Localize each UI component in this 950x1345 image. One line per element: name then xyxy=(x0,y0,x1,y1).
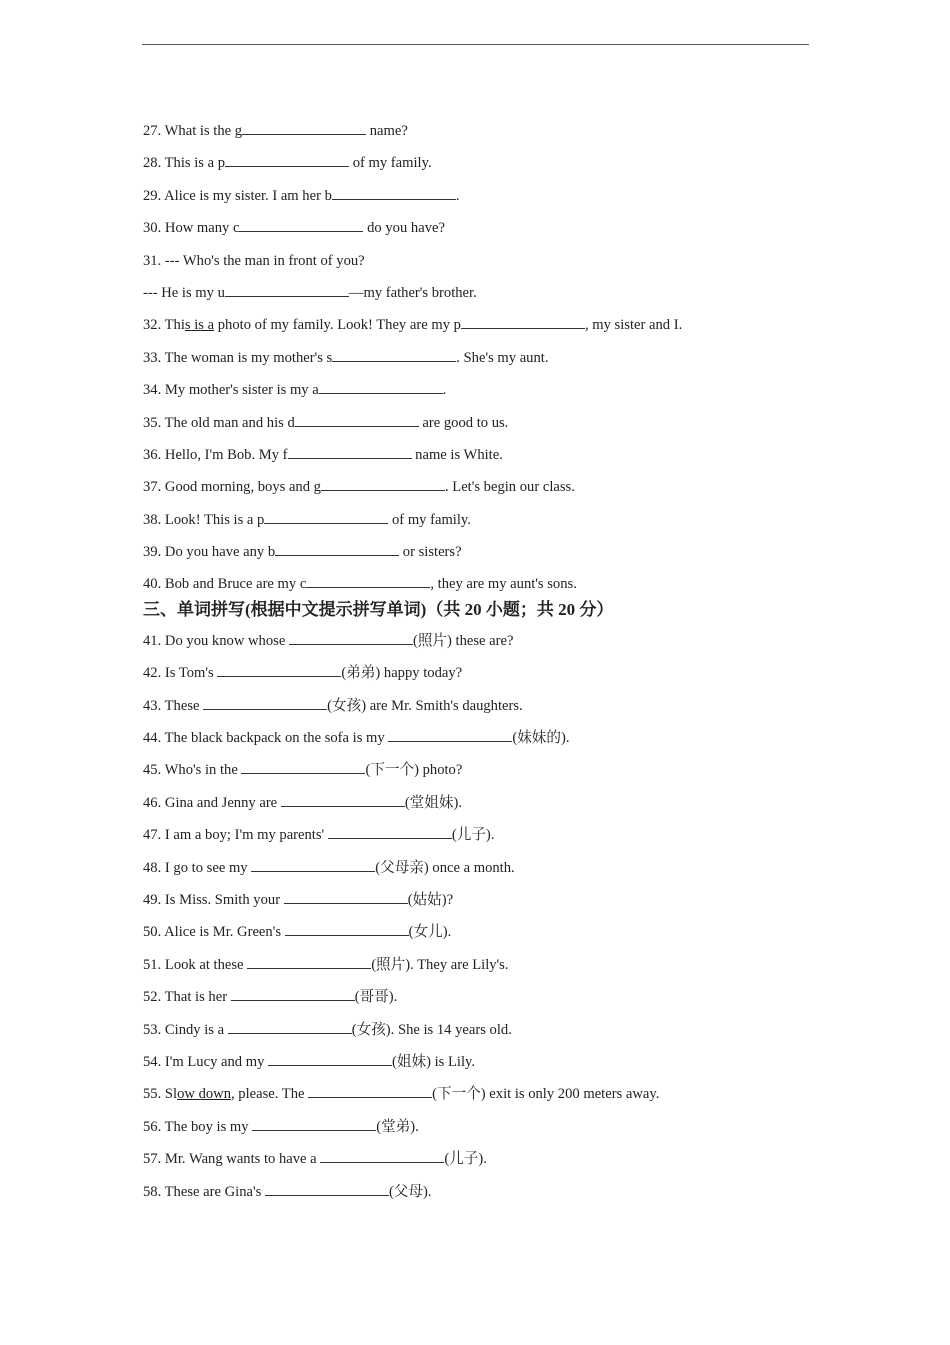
question-47: 47. I am a boy; I'm my parents' (儿子). xyxy=(143,823,843,855)
answer-blank[interactable] xyxy=(247,954,371,969)
answer-blank[interactable] xyxy=(231,986,355,1001)
answer-blank[interactable] xyxy=(225,152,349,167)
question-41: 41. Do you know whose (照片) these are? xyxy=(143,629,843,661)
question-39: 39. Do you have any b or sisters? xyxy=(143,540,843,572)
question-52: 52. That is her (哥哥). xyxy=(143,985,843,1017)
answer-blank[interactable] xyxy=(241,759,365,774)
question-57: 57. Mr. Wang wants to have a (儿子). xyxy=(143,1147,843,1179)
answer-blank[interactable] xyxy=(284,889,408,904)
answer-blank[interactable] xyxy=(285,921,409,936)
answer-blank[interactable] xyxy=(306,573,430,588)
answer-blank[interactable] xyxy=(289,630,413,645)
question-49: 49. Is Miss. Smith your (姑姑)? xyxy=(143,888,843,920)
answer-blank[interactable] xyxy=(217,662,341,677)
question-38: 38. Look! This is a p of my family. xyxy=(143,508,843,540)
answer-blank[interactable] xyxy=(319,379,443,394)
question-58: 58. These are Gina's (父母). xyxy=(143,1180,843,1212)
answer-blank[interactable] xyxy=(461,314,585,329)
answer-blank[interactable] xyxy=(268,1051,392,1066)
question-28: 28. This is a p of my family. xyxy=(143,151,843,183)
question-45: 45. Who's in the (下一个) photo? xyxy=(143,758,843,790)
question-40: 40. Bob and Bruce are my c , they are my aunt's sons. xyxy=(143,572,843,604)
answer-blank[interactable] xyxy=(228,1019,352,1034)
answer-blank[interactable] xyxy=(265,1181,389,1196)
answer-blank[interactable] xyxy=(332,347,456,362)
answer-blank[interactable] xyxy=(225,282,349,297)
question-56: 56. The boy is my (堂弟). xyxy=(143,1115,843,1147)
question-43: 43. These (女孩) are Mr. Smith's daughters. xyxy=(143,694,843,726)
question-29: 29. Alice is my sister. I am her b . xyxy=(143,184,843,216)
question-48: 48. I go to see my (父母亲) once a month. xyxy=(143,856,843,888)
answer-blank[interactable] xyxy=(320,1148,444,1163)
question-31-reply: --- He is my u —my father's brother. xyxy=(143,281,843,313)
answer-blank[interactable] xyxy=(239,217,363,232)
question-35: 35. The old man and his d are good to us. xyxy=(143,411,843,443)
question-42: 42. Is Tom's (弟弟) happy today? xyxy=(143,661,843,693)
answer-blank[interactable] xyxy=(252,1116,376,1131)
exercise-content xyxy=(143,119,843,1212)
question-50: 50. Alice is Mr. Green's (女儿). xyxy=(143,920,843,952)
question-34: 34. My mother's sister is my a . xyxy=(143,378,843,410)
answer-blank[interactable] xyxy=(281,792,405,807)
question-27: 27. What is the g name? xyxy=(143,119,843,151)
answer-blank[interactable] xyxy=(308,1083,432,1098)
question-46: 46. Gina and Jenny are (堂姐妹). xyxy=(143,791,843,823)
question-55: 55. Slow down, please. The (下一个) exit is only 200 meters away. xyxy=(143,1082,843,1114)
question-30: 30. How many c do you have? xyxy=(143,216,843,248)
header-rule xyxy=(142,44,809,45)
question-53: 53. Cindy is a (女孩). She is 14 years old. xyxy=(143,1018,843,1050)
answer-blank[interactable] xyxy=(242,120,366,135)
section-3-heading: 三、单词拼写(根据中文提示拼写单词)（共 20 小题；共 20 分） xyxy=(143,599,614,619)
answer-blank[interactable] xyxy=(332,185,456,200)
question-33: 33. The woman is my mother's s . She's my aunt. xyxy=(143,346,843,378)
answer-blank[interactable] xyxy=(328,824,452,839)
answer-blank[interactable] xyxy=(388,727,512,742)
question-36: 36. Hello, I'm Bob. My f name is White. xyxy=(143,443,843,475)
answer-blank[interactable] xyxy=(251,857,375,872)
question-44: 44. The black backpack on the sofa is my (妹妹的). xyxy=(143,726,843,758)
answer-blank[interactable] xyxy=(295,412,419,427)
answer-blank[interactable] xyxy=(275,541,399,556)
question-51: 51. Look at these (照片). They are Lily's. xyxy=(143,953,843,985)
question-54: 54. I'm Lucy and my (姐妹) is Lily. xyxy=(143,1050,843,1082)
answer-blank[interactable] xyxy=(264,509,388,524)
answer-blank[interactable] xyxy=(203,695,327,710)
answer-blank[interactable] xyxy=(288,444,412,459)
answer-blank[interactable] xyxy=(321,476,445,491)
question-37: 37. Good morning, boys and g . Let's begin our class. xyxy=(143,475,843,507)
question-31: 31. --- Who's the man in front of you? xyxy=(143,252,365,269)
question-32: 32. This is a photo of my family. Look! They are my p , my sister and I. xyxy=(143,313,843,345)
